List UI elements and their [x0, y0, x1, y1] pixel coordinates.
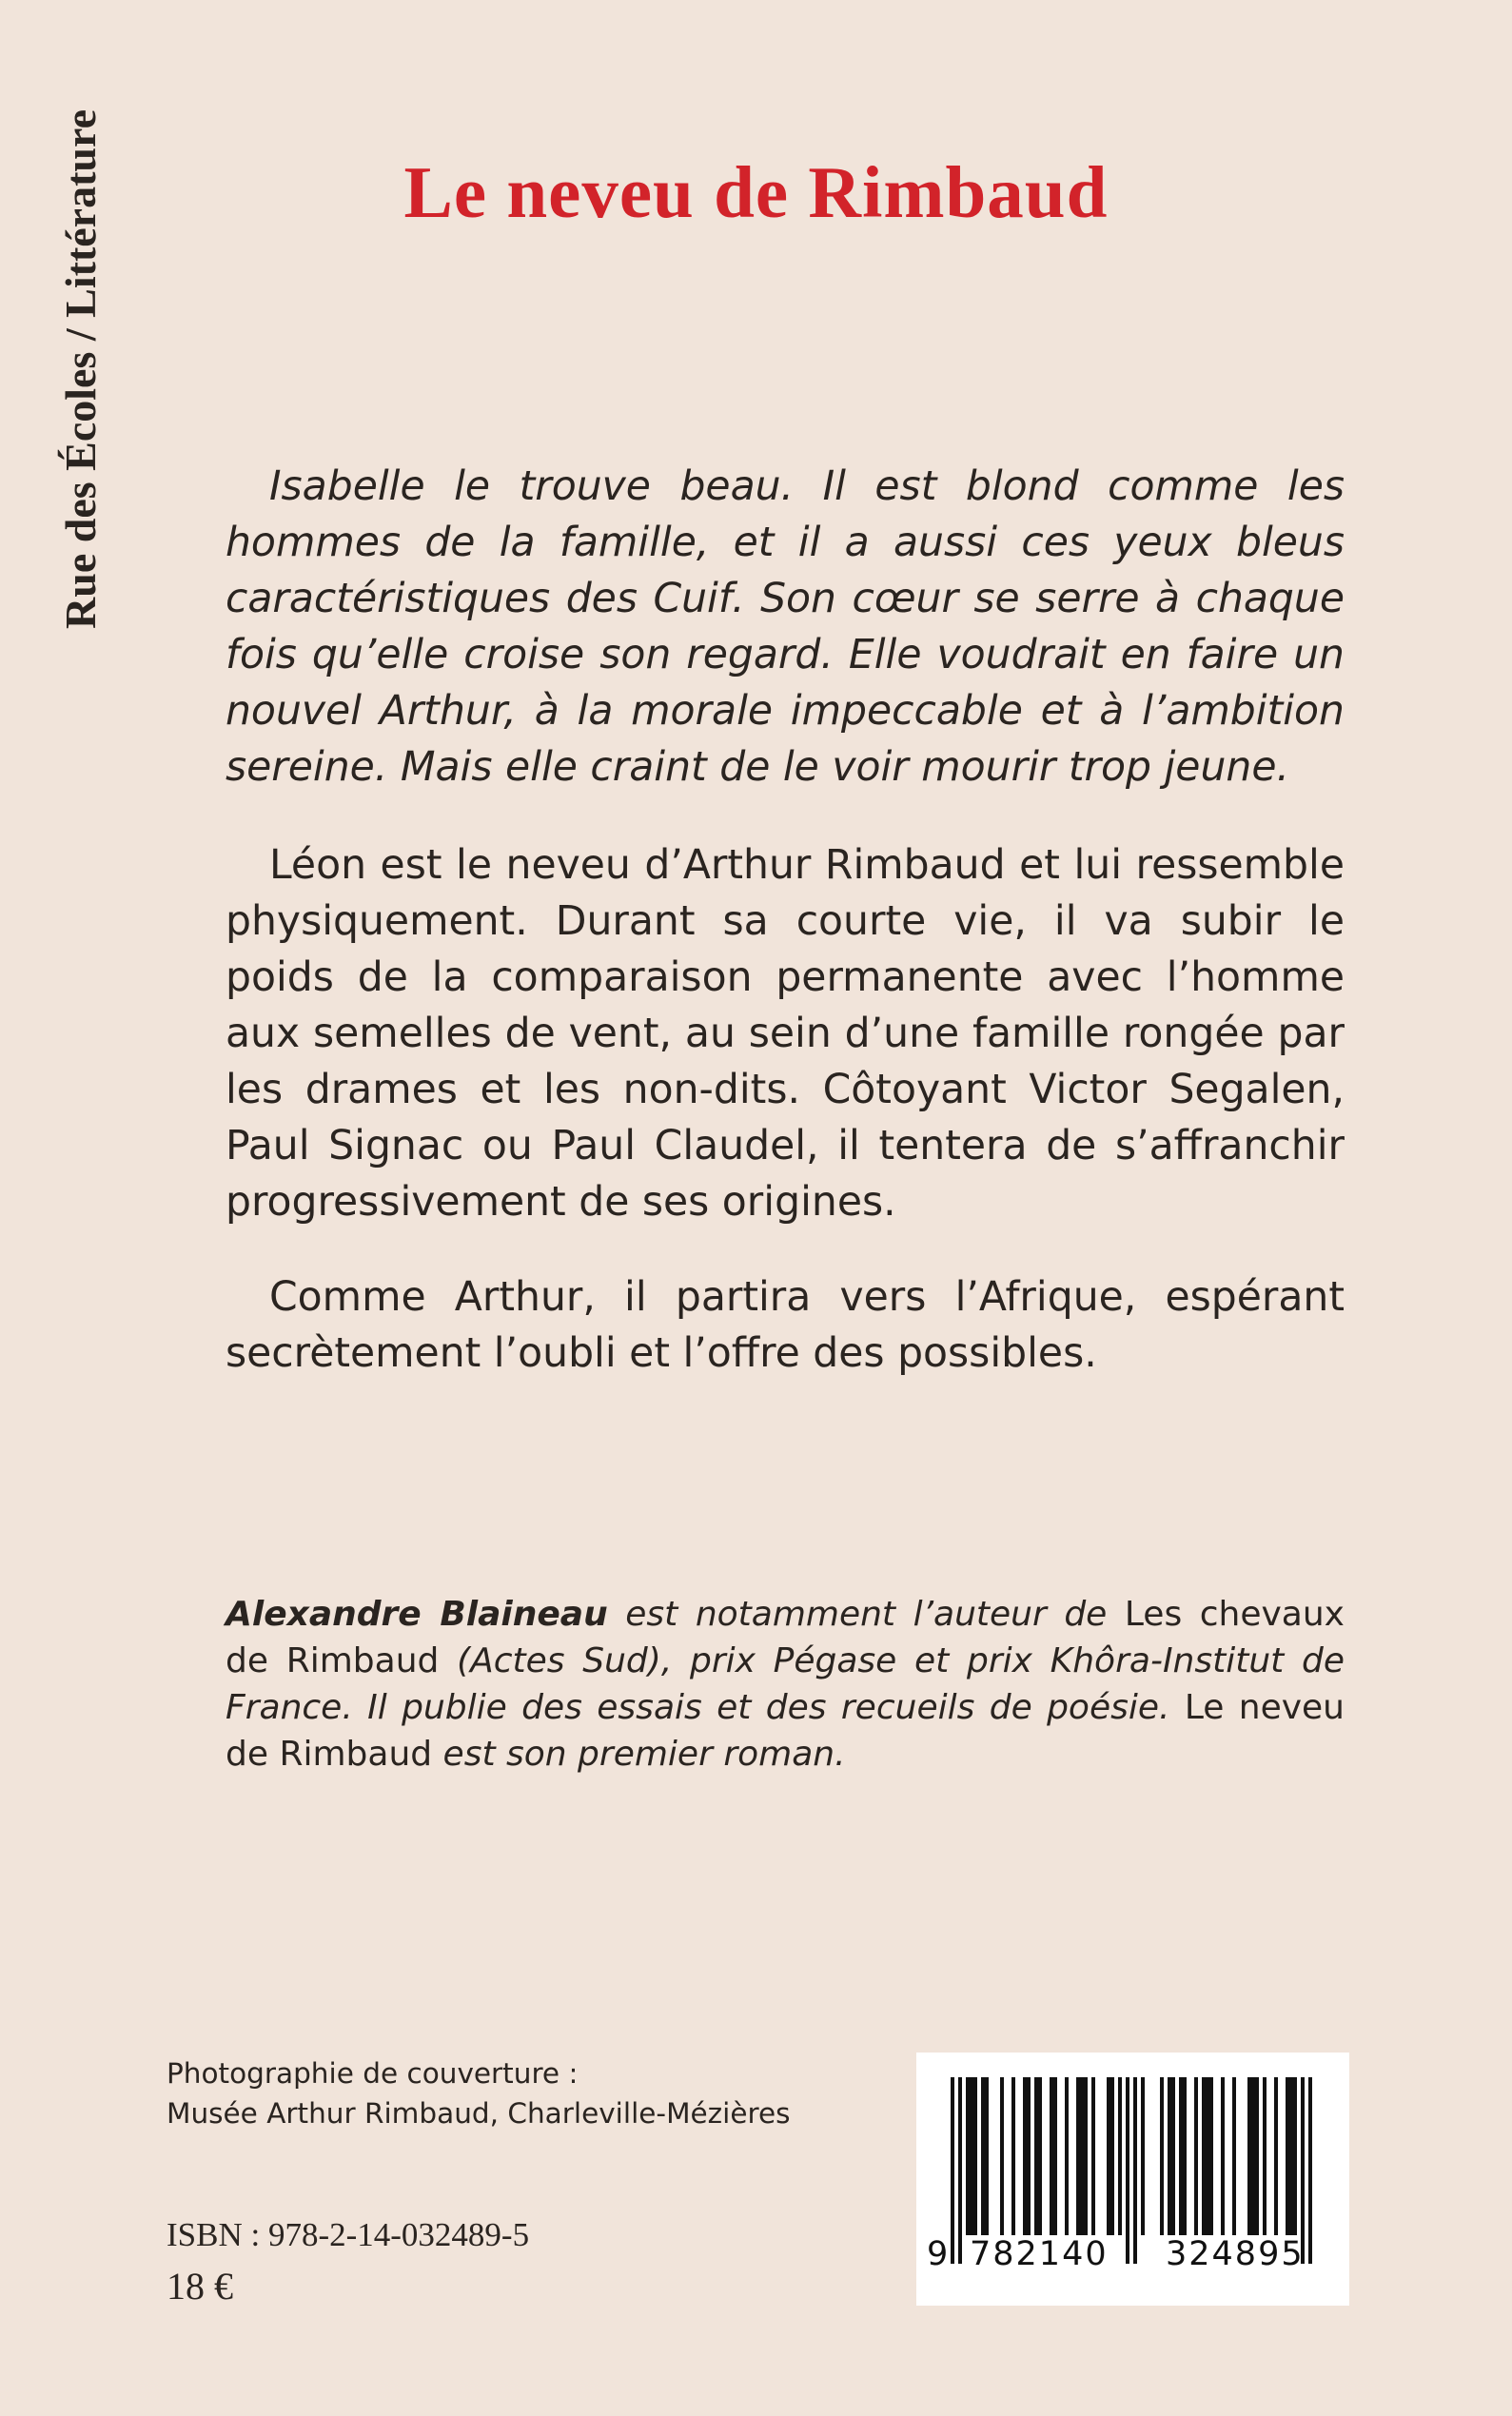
barcode-bar [1141, 2077, 1145, 2235]
summary-block-1 [226, 837, 1345, 1230]
barcode-bar [970, 2077, 973, 2235]
barcode-bar [1160, 2077, 1164, 2235]
barcode-bar [1179, 2077, 1183, 2235]
barcode-bar [1289, 2077, 1293, 2235]
excerpt-paragraph: Isabelle le trouve beau. Il est blond comme les hommes de la famille, et il a aussi ces yeux bleus caractéristiques des Cuif. Son cœur se serre à chaque fois qu’elle croise son regard. Elle voudrait en faire un nouvel Arthur, à la morale impeccable et à l’ambition sereine. Mais elle craint de le voir mourir trop jeune. [226, 463, 1345, 791]
summary-block-2 [226, 1269, 1345, 1382]
barcode-bar [1084, 2077, 1088, 2235]
barcode-bar [1076, 2077, 1080, 2235]
barcode-bar [1091, 2077, 1095, 2235]
barcode-bar [1255, 2077, 1259, 2235]
collection-label: Rue des Écoles / Littérature [56, 109, 105, 629]
bio-text-1: est notamment l’auteur de [607, 1595, 1125, 1634]
bio-text-3: est son premier roman. [432, 1735, 846, 1774]
barcode-bar [1194, 2077, 1198, 2235]
bio-book-2: Le neveu de Rimbaud [226, 1688, 1345, 1774]
photo-credit-line-2: Musée Arthur Rimbaud, Charleville-Mézières [167, 2097, 791, 2130]
barcode-bar [1221, 2077, 1225, 2235]
barcode-bar [985, 2077, 989, 2235]
barcode-bar [1202, 2077, 1206, 2235]
barcode-left-digits: 782140 [970, 2235, 1109, 2273]
barcode-bar [1011, 2077, 1015, 2235]
barcode-right-digits: 324895 [1166, 2235, 1305, 2273]
summary-paragraph-2: Comme Arthur, il partira vers l’Afrique, espérant secrètement l’oubli et l’offre des possibles. [226, 1274, 1345, 1377]
book-title: Le neveu de Rimbaud [403, 151, 1109, 233]
photo-credit-line-1: Photographie de couverture : [167, 2057, 579, 2090]
barcode-bar [1118, 2077, 1122, 2235]
barcode-bar [1171, 2077, 1175, 2235]
barcode-bar [1251, 2077, 1255, 2235]
author-name: Alexandre Blaineau [226, 1595, 608, 1634]
barcode-bar [1050, 2077, 1053, 2235]
barcode-bar [1080, 2077, 1084, 2235]
barcode-bar [1034, 2077, 1038, 2235]
bio-text-2: (Actes Sud), prix Pégase et prix Khôra-Institut de France. Il publie des essais et des recueils de poésie. [226, 1641, 1345, 1727]
barcode-bar [1263, 2077, 1267, 2235]
excerpt-block [226, 459, 1345, 796]
bio-book-1: Les chevaux de Rimbaud [226, 1595, 1345, 1680]
barcode-bar [973, 2077, 977, 2235]
barcode-bar [1038, 2077, 1042, 2235]
barcode-bar [1000, 2077, 1004, 2235]
barcode-bar [981, 2077, 985, 2235]
barcode-bar [1247, 2077, 1251, 2235]
photo-credit [167, 2053, 791, 2133]
summary-paragraph-1: Léon est le neveu d’Arthur Rimbaud et lui ressemble physiquement. Durant sa courte vie, il va subir le poids de la comparaison permanente avec l’homme aux semelles de vent, au sein d’une famille rongée par les drames et les non-dits. Côtoyant Victor Segalen, Paul Signac ou Paul Claudel, il tentera de s’affranchir progressivement de ses origines. [226, 842, 1345, 1226]
barcode-bar [1286, 2077, 1289, 2235]
barcode-bar [1168, 2077, 1171, 2235]
barcode-bar [1183, 2077, 1187, 2235]
barcode-bar [1023, 2077, 1027, 2235]
barcode-bar [1107, 2077, 1110, 2235]
barcode-bar [1206, 2077, 1209, 2235]
barcode-lead-digit: 9 [927, 2235, 949, 2273]
isbn-text: ISBN : 978-2-14-032489-5 [167, 2216, 530, 2253]
barcode-bar [1274, 2077, 1278, 2235]
barcode [916, 2053, 1349, 2306]
barcode-bar [1053, 2077, 1057, 2235]
barcode-bar [1293, 2077, 1297, 2235]
author-bio [226, 1591, 1345, 1778]
price-text: 18 € [167, 2265, 233, 2308]
barcode-bar [1110, 2077, 1114, 2235]
barcode-bar [1027, 2077, 1031, 2235]
barcode-bar [966, 2077, 970, 2235]
barcode-digits [916, 2235, 1349, 2283]
barcode-bar [1232, 2077, 1236, 2235]
barcode-bar [1209, 2077, 1213, 2235]
barcode-bar [1065, 2077, 1069, 2235]
